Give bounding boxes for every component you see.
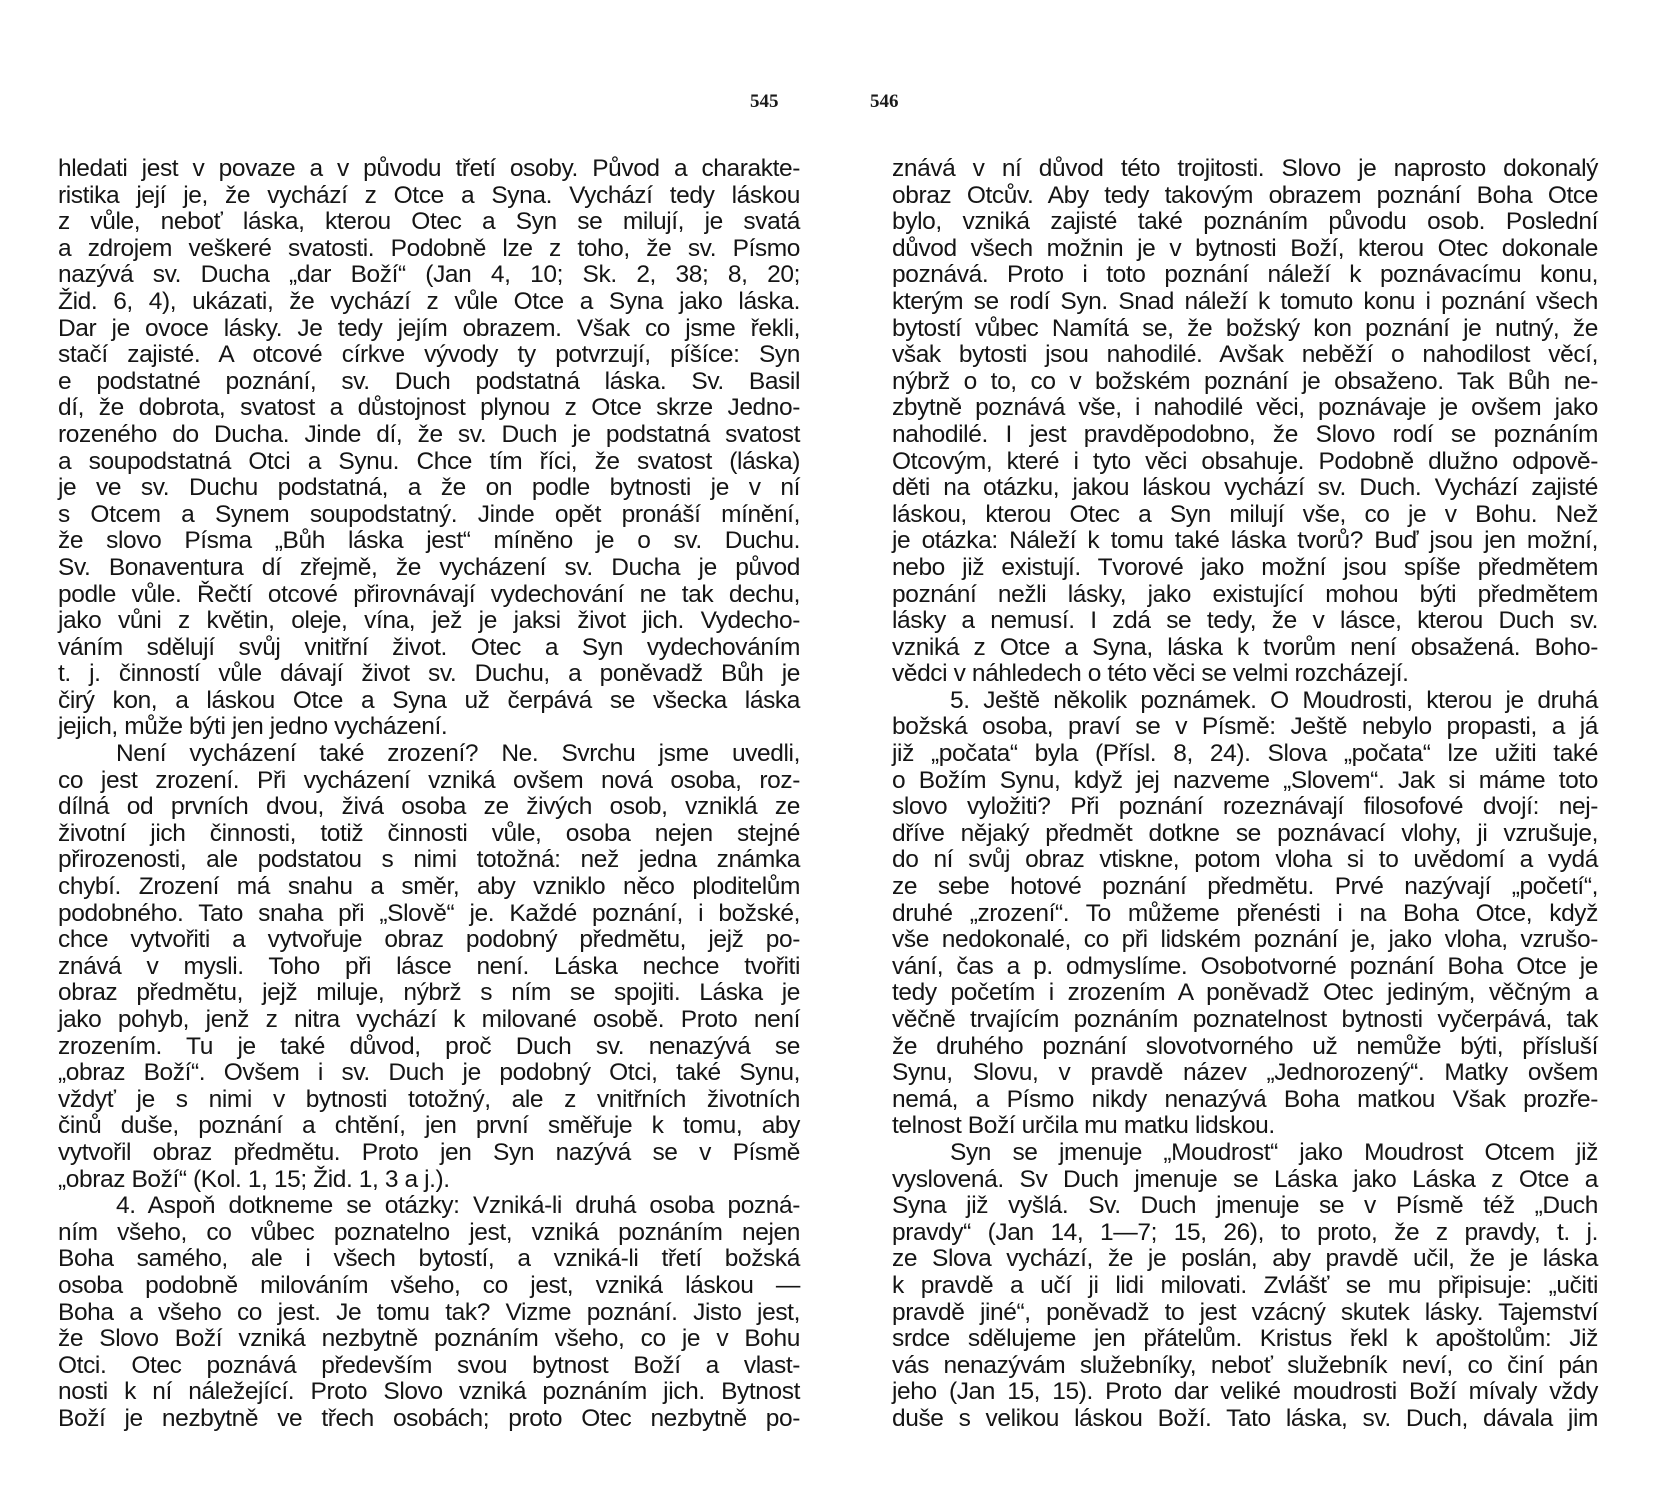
text-line: nýbrž o to, co v božském poznání je obsaženo. Tak Bůh ne- <box>892 367 1598 395</box>
text-line: ze sebe hotové poznání předmětu. Prvé nazývají „početí“, <box>892 873 1598 901</box>
text-line: obraz Otcův. Aby tedy takovým obrazem poznání Boha Otce <box>892 181 1598 209</box>
text-line: že slovo Písma „Bůh láska jest“ míněno je o sv. Duchu. <box>58 527 800 555</box>
text-line: vzniká z Otce a Syna, láska k tvorům není obsažená. Boho- <box>892 633 1598 661</box>
text-line: 5. Ještě několik poznámek. O Moudrosti, kterou je druhá <box>950 686 1598 714</box>
text-line: Synu, Slovu, v pravdě název „Jednorozený“. Matky ovšem <box>892 1059 1598 1087</box>
text-line: bytostí vůbec Namítá se, že božský kon poznání je nutný, že <box>892 314 1598 342</box>
text-line: stačí zajisté. A otcové církve vývody ty potvrzují, píšíce: Syn <box>58 341 800 369</box>
text-line: jeho (Jan 15, 15). Proto dar veliké moudrosti Boží mívaly vždy <box>892 1378 1598 1406</box>
text-line: Otcovým, které i tyto věci obsahuje. Podobně dlužno odpově- <box>892 447 1598 475</box>
text-line: nosti k ní náležející. Proto Slovo vzniká poznáním jich. Bytnost <box>58 1378 800 1406</box>
text-line: Žid. 6, 4), ukázati, že vychází z vůle Otce a Syna jako láska. <box>58 287 800 315</box>
text-line: dí, že dobrota, svatost a důstojnost plynou z Otce skrze Jedno- <box>58 394 800 422</box>
text-line: Syn se jmenuje „Moudrost“ jako Moudrost Otcem již <box>950 1138 1598 1166</box>
text-line: životní jich činnosti, totiž činnosti vůle, osoba nejen stejné <box>58 819 800 847</box>
text-line: nemá, a Písmo nikdy nenazývá Boha matkou Však prozře- <box>892 1085 1598 1113</box>
text-line: vždyť je s nimi v bytnosti totožný, ale z vnitřních životních <box>58 1085 800 1113</box>
text-line: je otázka: Náleží k tomu také láska tvorů? Buď jsou jen možní, <box>892 527 1598 555</box>
text-line: je ve sv. Duchu podstatná, a že on podle bytnosti je v ní <box>58 474 800 502</box>
text-line: znává v ní důvod této trojitosti. Slovo je naprosto dokonalý <box>892 155 1598 182</box>
text-line: láskou, kterou Otec a Syn milují vše, co je v Bohu. Než <box>892 500 1598 528</box>
text-line: srdce sdělujeme jen přátelům. Kristus řekl k apoštolům: Již <box>892 1325 1598 1353</box>
text-line: kterým se rodí Syn. Snad náleží k tomuto konu i poznání všech <box>892 287 1598 315</box>
text-line: Boha a všeho co jest. Je tomu tak? Vizme poznání. Jisto jest, <box>58 1298 800 1326</box>
text-line: vytvořil obraz předmětu. Proto jen Syn nazývá se v Písmě <box>58 1138 800 1166</box>
page-number-left: 545 <box>750 91 779 112</box>
text-line: však bytosti jsou nahodilé. Avšak neběží o nahodilost věcí, <box>892 341 1598 369</box>
text-line: osoba podobně milováním všeho, co jest, vzniká láskou — <box>58 1271 800 1299</box>
text-line: co jest zrození. Při vycházení vzniká ovšem nová osoba, roz- <box>58 766 800 794</box>
text-line: božská osoba, praví se v Písmě: Ještě nebylo propasti, a já <box>892 713 1598 741</box>
text-line: ristika její je, že vychází z Otce a Syna. Vychází tedy láskou <box>58 181 800 209</box>
text-line: s Otcem a Synem soupodstatný. Jinde opět pronáší mínění, <box>58 500 800 528</box>
text-line: a soupodstatná Otci a Synu. Chce tím říci, že svatost (láska) <box>58 447 800 475</box>
text-line: vyslovená. Sv Duch jmenuje se Láska jako Láska z Otce a <box>892 1165 1598 1193</box>
text-line: již „počata“ byla (Přísl. 8, 24). Slova „počata“ lze užiti také <box>892 740 1598 768</box>
text-line: 4. Aspoň dotkneme se otázky: Vzniká-li druhá osoba pozná- <box>116 1192 800 1220</box>
text-line: poznání nežli lásky, jako existující mohou býti předmětem <box>892 580 1598 608</box>
text-line: že druhého poznání slovotvorného už nemůže býti, přísluší <box>892 1032 1598 1060</box>
text-line: chybí. Zrození má snahu a směr, aby vzniklo něco ploditelům <box>58 873 800 901</box>
text-line: obraz předmětu, jejž miluje, nýbrž s ním se spojiti. Láska je <box>58 979 800 1007</box>
text-line: přirozenosti, ale podstatou s nimi totožná: než jedna známka <box>58 846 800 874</box>
text-line: zbytně poznává vše, i nahodilé věci, poznávaje je ovšem jako <box>892 394 1598 422</box>
text-line: a zdrojem veškeré svatosti. Podobně lze z toho, že sv. Písmo <box>58 234 800 262</box>
text-line: čirý kon, a láskou Otce a Syna už čerpává se všecka láska <box>58 686 800 714</box>
text-line: nazývá sv. Ducha „dar Boží“ (Jan 4, 10; Sk. 2, 38; 8, 20; <box>58 261 800 289</box>
text-line: jako vůni z květin, oleje, vína, jež je jaksi život jich. Vydecho- <box>58 607 800 635</box>
text-line: znává v mysli. Toho při lásce není. Láska nechce tvořiti <box>58 952 800 980</box>
text-line: Syna již vyšlá. Sv. Duch jmenuje se v Písmě též „Duch <box>892 1192 1598 1220</box>
page-number-right: 546 <box>870 91 899 112</box>
text-line: nahodilé. I jest pravděpodobno, že Slovo rodí se poznáním <box>892 420 1598 448</box>
text-line: pravdy“ (Jan 14, 1—7; 15, 26), to proto, že z pravdy, t. j. <box>892 1218 1598 1246</box>
text-line: pravdě jiné“, poněvadž to jest vzácný skutek lásky. Tajemství <box>892 1298 1598 1326</box>
text-line: jejich, může býti jen jedno vycházení. <box>58 713 448 741</box>
text-line: Boha samého, ale i všech bytostí, a vzniká-li třetí božská <box>58 1245 800 1273</box>
text-line: Boží je nezbytně ve třech osobách; proto Otec nezbytně po- <box>58 1404 800 1432</box>
text-line: že Slovo Boží vzniká nezbytně poznáním všeho, co je v Bohu <box>58 1325 800 1353</box>
text-line: poznává. Proto i toto poznání náleží k poznávacímu konu, <box>892 261 1598 289</box>
text-line: vědci v náhledech o této věci se velmi rozcházejí. <box>892 660 1409 688</box>
text-line: jako pohyb, jenž z nitra vychází k milované osobě. Proto není <box>58 1006 800 1033</box>
text-line: Otci. Otec poznává především svou bytnost Boží a vlast- <box>58 1351 800 1379</box>
right-page <box>836 0 1672 1500</box>
text-line: činů duše, poznání a chtění, jen první směřuje k tomu, aby <box>58 1112 800 1140</box>
text-line: duše s velikou láskou Boží. Tato láska, sv. Duch, dávala jim <box>892 1404 1598 1432</box>
text-line: vání, čas a p. odmyslíme. Osobotvorné poznání Boha Otce je <box>892 952 1598 980</box>
text-line: e podstatné poznání, sv. Duch podstatná láska. Sv. Basil <box>58 367 800 395</box>
text-line: telnost Boží určila mu matku lidskou. <box>892 1112 1275 1140</box>
text-line: Dar je ovoce lásky. Je tedy jejím obrazem. Však co jsme řekli, <box>58 314 800 342</box>
text-line: lásky a nemusí. I zdá se tedy, že v lásce, kterou Duch sv. <box>892 607 1598 635</box>
text-line: slovo vyložiti? Při poznání rozeznávají filosofové dvojí: nej- <box>892 793 1598 821</box>
left-text-column <box>58 156 800 1433</box>
text-line: bylo, vzniká zajisté také poznáním původu osob. Poslední <box>892 208 1598 236</box>
text-line: Sv. Bonaventura dí zřejmě, že vycházení sv. Ducha je původ <box>58 553 800 581</box>
text-line: váním sdělují svůj vnitřní život. Otec a Syn vydechováním <box>58 633 800 661</box>
text-line: k pravdě a učí ji lidi milovati. Zvlášť se mu připisuje: „učiti <box>892 1271 1598 1299</box>
text-line: děti na otázku, jakou láskou vychází sv. Duch. Vychází zajisté <box>892 474 1598 502</box>
text-line: z vůle, neboť láska, kterou Otec a Syn se milují, je svatá <box>58 208 800 236</box>
text-line: tedy početím i zrozením A poněvadž Otec jediným, věčným a <box>892 979 1598 1007</box>
text-line: vše nedokonalé, co při lidském poznání je, jako vloha, vzrušo- <box>892 926 1598 954</box>
text-line: dříve nějaký předmět dotkne se poznávací vlohy, ji vzrušuje, <box>892 819 1598 847</box>
text-line: „obraz Boží“ (Kol. 1, 15; Žid. 1, 3 a j.). <box>58 1165 450 1193</box>
text-line: ním všeho, co vůbec poznatelno jest, vzniká poznáním nejen <box>58 1218 800 1246</box>
text-line: podle vůle. Řečtí otcové přirovnávají vydechování ne tak dechu, <box>58 580 800 608</box>
text-line: Není vycházení také zrození? Ne. Svrchu jsme uvedli, <box>116 740 800 768</box>
text-line: věčně trvajícím poznáním poznatelnost bytnosti vyčerpává, tak <box>892 1006 1598 1033</box>
text-line: ze Slova vychází, že je poslán, aby pravdě učil, že je láska <box>892 1245 1598 1273</box>
text-line: podobného. Tato snaha při „Slově“ je. Každé poznání, i božské, <box>58 899 800 927</box>
text-line: t. j. činností vůle dávají život sv. Duchu, a poněvadž Bůh je <box>58 660 800 688</box>
text-line: rozeného do Ducha. Jinde dí, že sv. Duch je podstatná svatost <box>58 420 800 448</box>
text-line: o Božím Synu, když jej nazveme „Slovem“. Jak si máme toto <box>892 766 1598 794</box>
text-line: „obraz Boží“. Ovšem i sv. Duch je podobný Otci, také Synu, <box>58 1059 800 1087</box>
text-line: dílná od prvních dvou, živá osoba ze živých osob, vzniklá ze <box>58 793 800 821</box>
text-line: nebo již existují. Tvorové jako možní jsou spíše předmětem <box>892 553 1598 581</box>
text-line: důvod všech možnin je v bytnosti Boží, kterou Otec dokonale <box>892 234 1598 262</box>
text-line: chce vytvořiti a vytvořuje obraz podobný předmětu, jejž po- <box>58 926 800 954</box>
text-line: zrozením. Tu je také důvod, proč Duch sv. nenazývá se <box>58 1032 800 1060</box>
text-line: do ní svůj obraz vtiskne, potom vloha si to uvědomí a vydá <box>892 846 1598 874</box>
text-line: vás nenazývám služebníky, neboť služebník neví, co činí pán <box>892 1351 1598 1379</box>
text-line: hledati jest v povaze a v původu třetí osoby. Původ a charakte- <box>58 155 800 182</box>
text-line: druhé „zrození“. To můžeme přenésti i na Boha Otce, když <box>892 899 1598 927</box>
right-text-column <box>892 156 1598 1433</box>
